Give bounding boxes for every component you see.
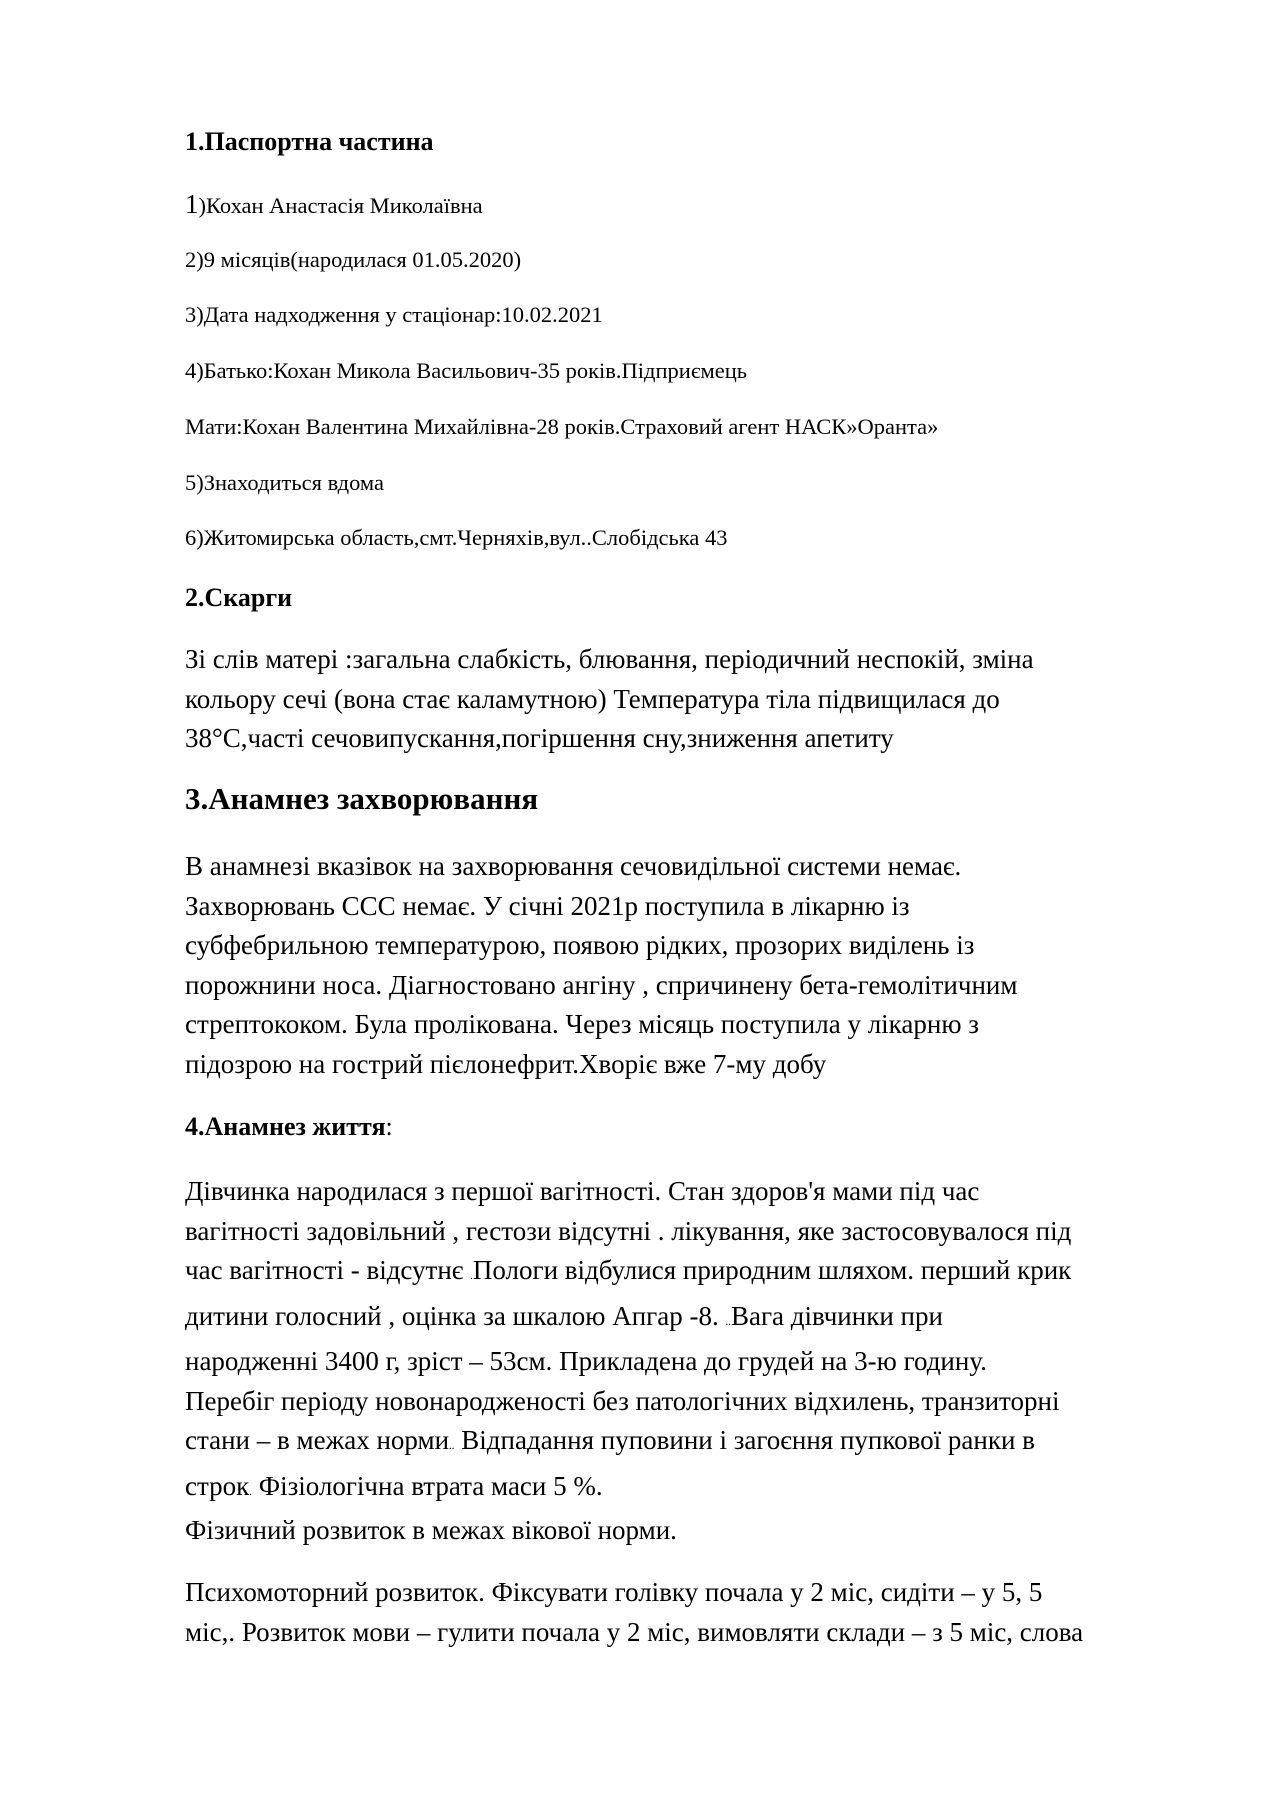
living-status-line: 5)Знаходиться вдома (185, 470, 384, 495)
life-history-line: Дівчинка народилася з першої вагітності. Стан здоров'я мами під час (185, 1176, 980, 1206)
life-history-text: стани – в межах норми (185, 1425, 450, 1455)
disease-history-line: субфебрильною температурою, появою рідких, прозорих виділень із (185, 930, 975, 960)
section4-heading (185, 1112, 393, 1142)
disease-history-line: В анамнезі вказівок на захворювання сечовидільної системи немає. (185, 851, 962, 881)
physical-development-paragraph: Фізичний розвиток в межах вікової норми. (185, 1515, 677, 1545)
disease-history-line: Захворювань ССС немає. У січні 2021р поступила в лікарню із (185, 890, 910, 921)
life-history-paragraph (185, 1172, 1225, 1512)
life-history-line (185, 1297, 1225, 1343)
disease-history-paragraph (185, 847, 1225, 1084)
patient-name-text: )Кохан Анастасія Миколаївна (198, 193, 483, 218)
patient-age-line: 2)9 місяців(народилася 01.05.2020) (185, 247, 522, 272)
life-history-tiny-mark: .. (449, 1440, 455, 1452)
life-history-line (185, 1421, 1225, 1467)
disease-history-line: порожнини носа. Діагностовано ангіну , спричинену бета-гемолітичним (185, 969, 1018, 1000)
complaints-line: кольору сечі (вона стає каламутною) Температура тіла підвищилася до (185, 683, 1000, 714)
admission-date-line: 3)Дата надходження у стаціонар:10.02.2021 (185, 302, 603, 327)
psychomotor-line: міс,. Розвиток мови – гулити почала у 2 міс, вимовляти склади – з 5 міс, слова (185, 1616, 1084, 1647)
section2-heading: 2.Скарги (185, 583, 293, 612)
life-history-line: народженні 3400 г, зріст – 53см. Прикладена до грудей на 3-ю годину. (185, 1346, 987, 1376)
psychomotor-development-paragraph (185, 1573, 1225, 1652)
section1-heading: 1.Паспортна частина (185, 127, 434, 156)
life-history-text: дитини голосний , оцінка за шкалою Апгар -8. (185, 1300, 726, 1331)
life-history-text: час вагітності - відсутнє (185, 1255, 471, 1285)
disease-history-line: підозрою на гострий пієлонефрит.Хворіє вже 7-му добу (185, 1048, 827, 1079)
section4-heading-text: 4.Анамнез життя (185, 1112, 386, 1141)
life-history-text: Відпадання пуповини і загоєння пупкової ранки в (454, 1425, 1035, 1455)
mother-line: Мати:Кохан Валентина Михайлівна-28 років.Страховий агент НАСК»Оранта» (185, 414, 939, 439)
life-history-line (185, 1251, 1225, 1297)
life-history-text: Вага дівчинки при (730, 1300, 943, 1331)
life-history-line (185, 1467, 1225, 1513)
life-history-line: вагітності задовільний , гестози відсутні . лікування, яке застосовувалося під (185, 1215, 1072, 1246)
life-history-text: Фізіологічна втрата маси 5 %. (251, 1470, 603, 1501)
life-history-tiny-mark: . (470, 1270, 473, 1282)
section4-heading-colon: : (385, 1112, 393, 1141)
father-line: 4)Батько:Кохан Микола Васильович-35 років.Підприємець (185, 358, 748, 383)
patient-name-number: 1 (185, 189, 199, 219)
psychomotor-line: Психомоторний розвиток. Фіксувати голівку почала у 2 міс, сидіти – у 5, 5 (185, 1577, 1043, 1607)
disease-history-line: стрептококом. Була пролікована. Через місяць поступила у лікарню з (185, 1009, 979, 1039)
life-history-tiny-mark: . (249, 1485, 252, 1498)
life-history-line: Перебіг періоду новонародженості без патологічних відхилень, транзиторні (185, 1385, 1060, 1416)
complaints-line: 38°С,часті сечовипускання,погіршення сну,зниження апетиту (185, 723, 894, 753)
complaints-line: Зі слів матері :загальна слабкість, блювання, періодичний неспокій, зміна (185, 644, 1034, 674)
complaints-paragraph (185, 640, 1225, 759)
life-history-text: Пологи відбулися природним шляхом. перший крик (472, 1255, 1072, 1285)
address-line: 6)Житомирська область,смт.Черняхів,вул..Слобідська 43 (185, 525, 728, 550)
life-history-text: строк (185, 1470, 250, 1501)
section3-heading: 3.Анамнез захворювання (185, 781, 539, 816)
patient-name-line (185, 189, 483, 220)
life-history-tiny-mark: .. (725, 1315, 731, 1328)
